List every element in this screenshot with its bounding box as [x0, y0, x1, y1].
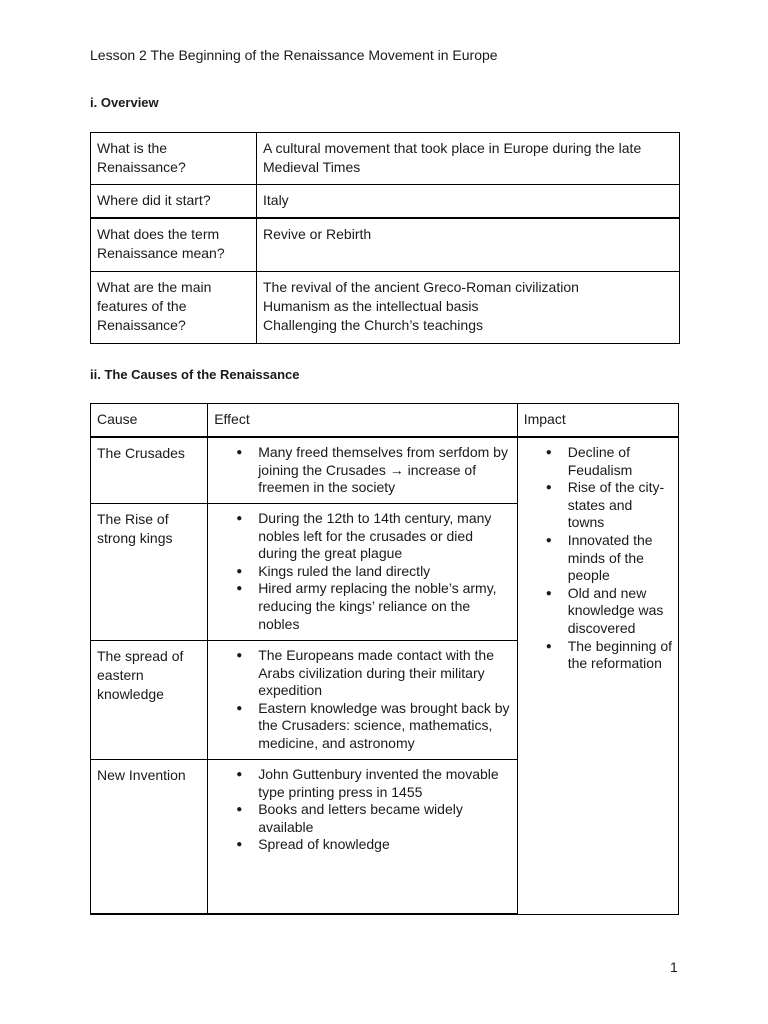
- overview-question: What are the main features of the Renaissance?: [91, 272, 257, 344]
- table-row: [91, 133, 680, 185]
- overview-heading: i. Overview: [90, 95, 159, 110]
- effect-list: [214, 647, 511, 753]
- list-item: ● Decline of Feudalism: [524, 444, 672, 479]
- list-item: ● The beginning of the reformation: [524, 638, 672, 673]
- effect-list: [214, 766, 511, 854]
- list-item: ● Innovated the minds of the people: [524, 532, 672, 585]
- answer-line: A cultural movement that took place in Europe during the late Medieval Times: [263, 140, 642, 175]
- list-item: ● Many freed themselves from serfdom by joining the Crusades → increase of freemen in the society: [214, 444, 511, 497]
- list-item: ● During the 12th to 14th century, many nobles left for the crusades or died during the great plague: [214, 510, 511, 563]
- list-item: ● Old and new knowledge was discovered: [524, 585, 672, 638]
- list-item: ● Books and letters became widely available: [214, 801, 511, 836]
- answer-line: Challenging the Church’s teachings: [263, 317, 483, 333]
- answer-line: Humanism as the intellectual basis: [263, 298, 479, 314]
- table-row: [91, 218, 680, 272]
- list-item: ● The Europeans made contact with the Arabs civilization during their military expedition: [214, 647, 511, 700]
- answer-line: The revival of the ancient Greco-Roman civilization: [263, 279, 579, 295]
- page-number: 1: [670, 959, 678, 975]
- column-header-cause: Cause: [91, 404, 208, 438]
- effect-cell: [208, 504, 518, 641]
- effect-cell: [208, 641, 518, 760]
- effect-list: [214, 510, 511, 633]
- list-item: ● John Guttenbury invented the movable type printing press in 1455: [214, 766, 511, 801]
- list-item: ● Hired army replacing the noble’s army, reducing the kings’ reliance on the nobles: [214, 580, 511, 633]
- overview-question: What is the Renaissance?: [91, 133, 257, 185]
- header-row: [91, 404, 679, 438]
- overview-question: Where did it start?: [91, 185, 257, 219]
- list-item: ● Rise of the city-states and towns: [524, 479, 672, 532]
- column-header-effect: Effect: [208, 404, 518, 438]
- list-item: ● Kings ruled the land directly: [214, 563, 511, 581]
- overview-table: [90, 132, 680, 344]
- effect-cell: [208, 437, 518, 504]
- effect-list: [214, 444, 511, 497]
- causes-table: [90, 403, 679, 915]
- cause-cell: New Invention: [91, 760, 208, 915]
- causes-heading: ii. The Causes of the Renaissance: [90, 367, 300, 382]
- impact-list: [524, 444, 672, 673]
- impact-cell: [517, 437, 678, 914]
- overview-question: What does the term Renaissance mean?: [91, 218, 257, 272]
- column-header-impact: Impact: [517, 404, 678, 438]
- table-row: [91, 185, 680, 219]
- overview-answer: [257, 185, 680, 219]
- list-item: ● Spread of knowledge: [214, 836, 511, 854]
- effect-cell: [208, 760, 518, 915]
- answer-line: Italy: [263, 192, 289, 208]
- document-title: Lesson 2 The Beginning of the Renaissance Movement in Europe: [90, 47, 498, 63]
- answer-line: Revive or Rebirth: [263, 226, 372, 242]
- cause-cell: The Crusades: [91, 437, 208, 504]
- list-item: ● Eastern knowledge was brought back by the Crusaders: science, mathematics, medicine, and astronomy: [214, 700, 511, 753]
- table-row: [91, 272, 680, 344]
- cause-cell: The spread of eastern knowledge: [91, 641, 208, 760]
- table-row: [91, 437, 679, 504]
- overview-answer: [257, 218, 680, 272]
- cause-cell: The Rise of strong kings: [91, 504, 208, 641]
- overview-answer: [257, 272, 680, 344]
- overview-answer: [257, 133, 680, 185]
